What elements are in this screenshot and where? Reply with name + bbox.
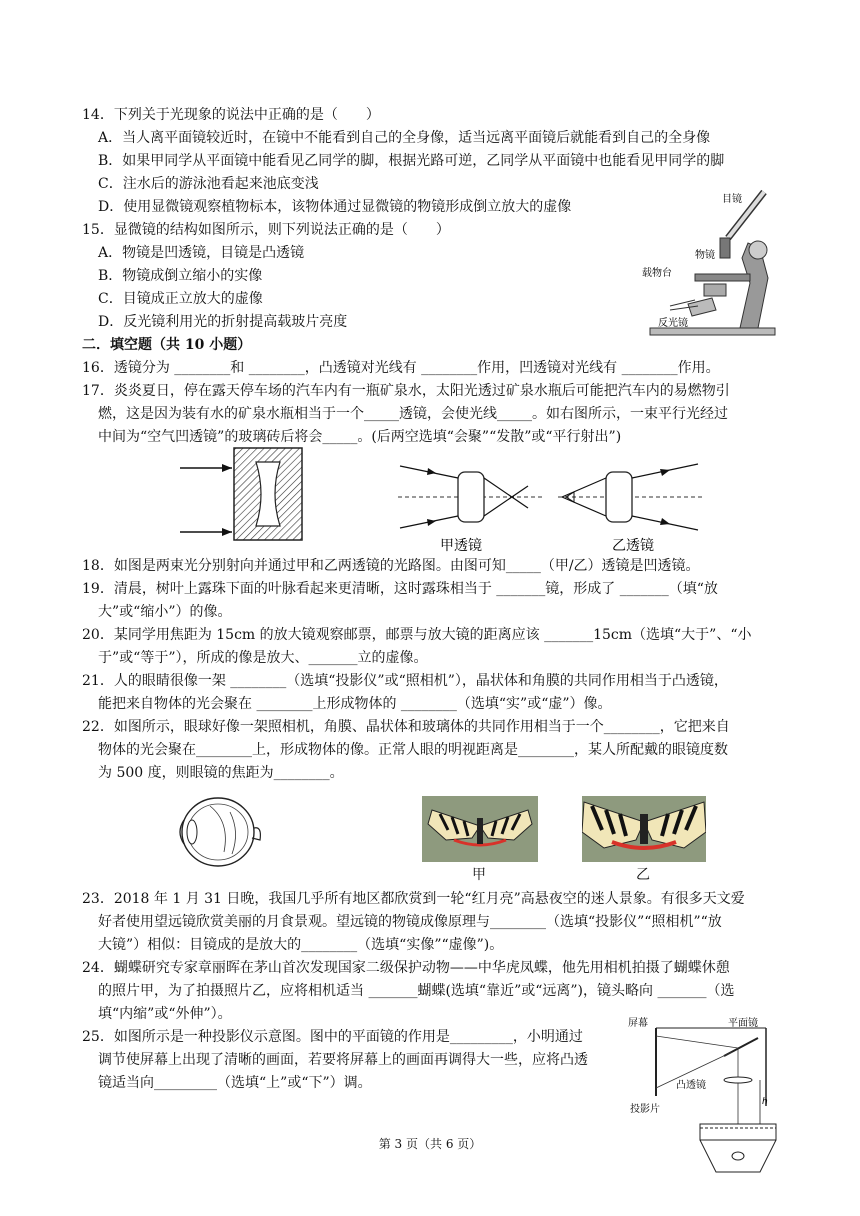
q25-line-1: 25．如图所示是一种投影仪示意图。图中的平面镜的作用是_________，小明通过	[82, 1029, 583, 1045]
q24-line-3: 填“内缩”或“外伸”）。	[98, 1006, 232, 1022]
q14-option-d: D．使用显微镜观察植物标本，该物体通过显微镜的物镜形成倒立放大的虚像	[98, 199, 572, 215]
stage-label: 载物台	[642, 268, 672, 279]
q22-line-3: 为 500 度，则眼镜的焦距为________。	[98, 765, 344, 781]
q15-option-d: D．反光镜利用光的折射提高载玻片亮度	[98, 314, 348, 330]
q14-option-a: A．当人离平面镜较近时，在镜中不能看到自己的全身像，适当远离平面镜后就能看到自己的全身像	[98, 130, 711, 146]
lens-yi-figure	[558, 452, 708, 557]
q14-stem: 14．下列关于光现象的说法中正确的是（ ）	[82, 107, 380, 123]
q23-line-3: 大镜”）相似：目镜成的是放大的________（选填“实像”“虚像”)。	[98, 937, 504, 953]
plane-mirror-label: 平面镜	[728, 1018, 758, 1029]
q19-line-1: 19．清晨，树叶上露珠下面的叶脉看起来更清晰，这时露珠相当于 _______镜，形成了 _______（填“放	[82, 581, 718, 597]
eyepiece-label: 目镜	[722, 194, 742, 205]
q20-line-1: 20．某同学用焦距为 15cm 的放大镜观察邮票，邮票与放大镜的距离应该 _______15cm（选填“大于”、“小	[82, 627, 752, 643]
q15-option-b: B．物镜成倒立缩小的实像	[98, 268, 263, 284]
q14-option-b: B．如果甲同学从平面镜中能看见乙同学的脚，根据光路可逆，乙同学从平面镜中也能看见甲同学的脚	[98, 153, 725, 169]
q22-line-2: 物体的光会聚在________上，形成物体的像。正常人眼的明视距离是________，某人所配戴的眼镜度数	[98, 742, 728, 758]
q24-line-1: 24．蝴蝶研究专家章丽晖在茅山首次发现国家二级保护动物——中华虎凤蝶，他先用相机拍摄了蝴蝶休憩	[82, 960, 730, 976]
q23-line-2: 好者使用望远镜欣赏美丽的月食景观。望远镜的物镜成像原理与________（选填“投影仪”“照相机”“放	[98, 914, 722, 930]
q20-line-2: 于”或“等于”），所成的像是放大、_______立的虚像。	[98, 650, 428, 666]
q24-line-2: 的照片甲，为了拍摄照片乙，应将相机适当 _______蝴蝶(选填“靠近”或“远离”)，镜头略向 _______（选	[98, 983, 735, 999]
q19-line-2: 大”或“缩小”）的像。	[98, 604, 232, 620]
section-2-heading: 二．填空题（共 10 小题）	[82, 337, 252, 353]
projector-figure	[628, 1016, 788, 1176]
eyeball-figure	[170, 792, 270, 872]
lens-jia-label: 甲透镜	[440, 538, 482, 554]
q16: 16．透镜分为 ________和 ________，凸透镜对光线有 ________作用，凹透镜对光线有 ________作用。	[82, 360, 720, 376]
photo-yi	[582, 796, 706, 862]
convex-lens-label: 凸透镜	[676, 1080, 706, 1091]
lens-yi-label: 乙透镜	[612, 538, 654, 554]
q18: 18．如图是两束光分别射向并通过甲和乙两透镜的光路图。由图可知_____（甲/乙）透镜是凹透镜。	[82, 558, 700, 574]
h-label: h	[762, 1097, 768, 1107]
photo-jia-caption: 甲	[472, 867, 486, 883]
slide-label: 投影片	[630, 1104, 660, 1115]
objective-label: 物镜	[695, 250, 715, 261]
photo-jia	[422, 796, 538, 862]
q23-line-1: 23．2018 年 1 月 31 日晚，我国几乎所有地区都欣赏到一轮“红月亮”高悬夜空的迷人景象。有很多天文爱	[82, 891, 745, 907]
lens-jia-figure	[398, 452, 548, 557]
q17-line-2: 燃，这是因为装有水的矿泉水瓶相当于一个_____透镜，会使光线_____。如右图所示，一束平行光经过	[98, 406, 728, 422]
q15-option-a: A．物镜是凹透镜，目镜是凸透镜	[98, 245, 305, 261]
q17-line-1: 17．炎炎夏日，停在露天停车场的汽车内有一瓶矿泉水，太阳光透过矿泉水瓶后可能把汽车内的易燃物引	[82, 383, 730, 399]
glass-brick-figure	[176, 444, 326, 544]
q21-line-1: 21．人的眼睛很像一架 ________（选填“投影仪”或“照相机”），晶状体和角膜的共同作用相当于凸透镜，	[82, 673, 728, 689]
microscope-figure	[640, 188, 780, 338]
q25-line-3: 镜适当向_________（选填“上”或“下”）调。	[98, 1075, 372, 1091]
mirror-label: 反光镜	[658, 318, 688, 329]
screen-label: 屏幕	[628, 1018, 648, 1029]
q22-line-1: 22．如图所示，眼球好像一架照相机，角膜、晶状体和玻璃体的共同作用相当于一个________，它把来自	[82, 719, 730, 735]
page-footer: 第 3 页（共 6 页）	[378, 1137, 482, 1151]
q15-option-c: C．目镜成正立放大的虚像	[98, 291, 263, 307]
photo-yi-caption: 乙	[636, 867, 650, 883]
q25-line-2: 调节使屏幕上出现了清晰的画面，若要将屏幕上的画面再调得大一些，应将凸透	[98, 1052, 588, 1068]
q21-line-2: 能把来自物体的光会聚在 ________上形成物体的 ________（选填“实”或“虚”）像。	[98, 696, 612, 712]
q15-stem: 15．显微镜的结构如图所示，则下列说法正确的是（ ）	[82, 222, 450, 238]
q17-line-3: 中间为“空气凹透镜”的玻璃砖后将会_____。(后两空选填“会聚”“发散”或“平行射出”)	[98, 429, 622, 445]
q14-option-c: C．注水后的游泳池看起来池底变浅	[98, 176, 319, 192]
